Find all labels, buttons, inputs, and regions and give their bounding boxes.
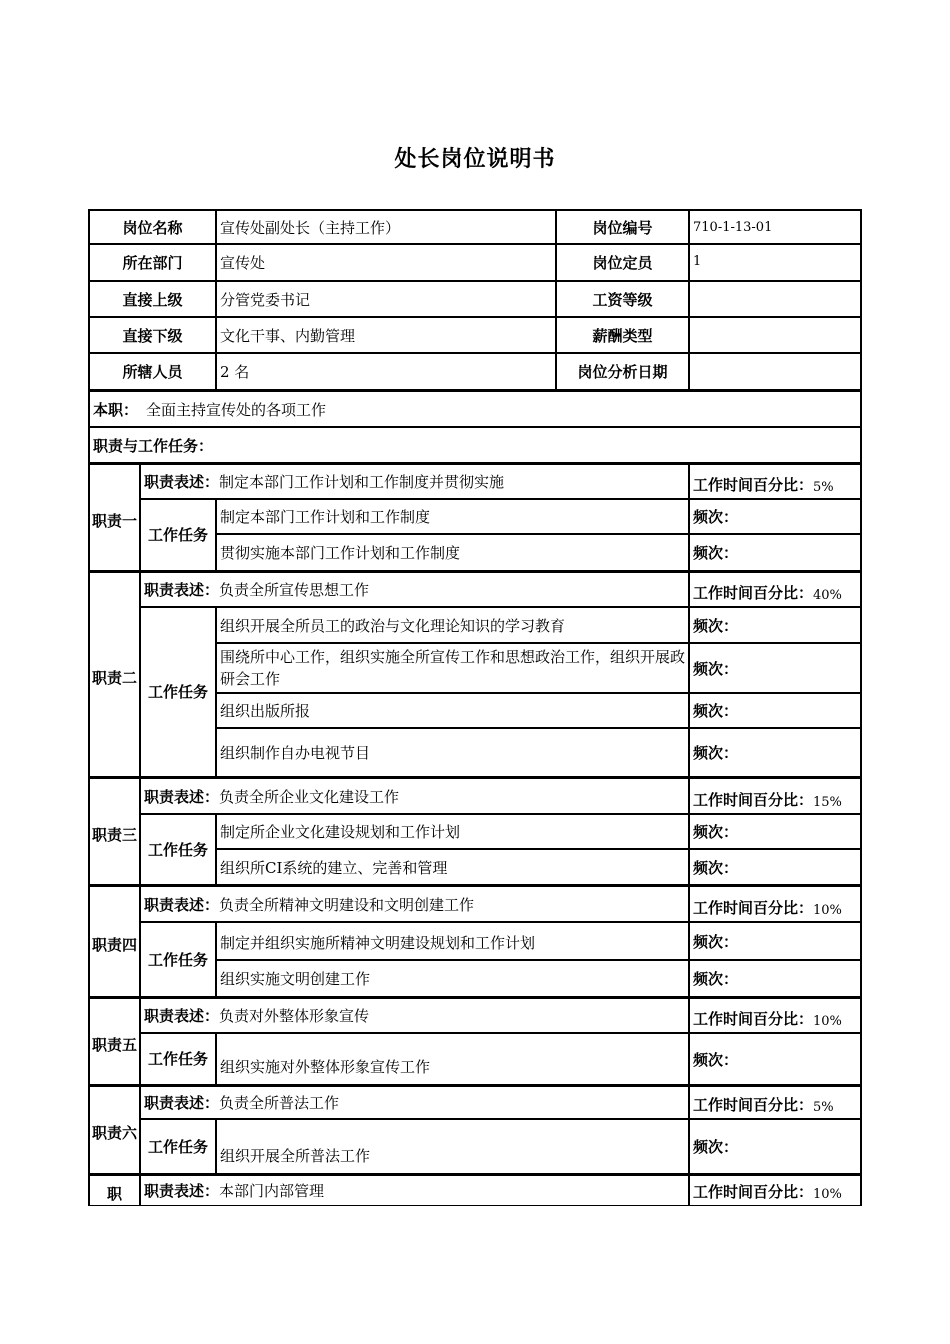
responsibility-char: 职: [106, 1184, 122, 1203]
field-label: 岗位名称: [88, 209, 216, 244]
responsibility-desc: [140, 885, 689, 922]
responsibility-label: [88, 571, 140, 777]
field-label: 岗位定员: [556, 244, 689, 281]
task-item: 组织实施文明创建工作: [216, 960, 689, 997]
frequency-cell: [689, 814, 862, 849]
section-title: [88, 427, 862, 463]
task-label-line: 任务: [178, 526, 209, 544]
duty-value: 全面主持宣传处的各项工作: [146, 400, 327, 419]
task-item: 组织出版所报: [216, 693, 689, 728]
task-label-line: 工作: [147, 950, 178, 969]
frequency-label: 频次：: [693, 1050, 739, 1069]
frequency-cell: [689, 1119, 862, 1174]
field-label: 工资等级: [556, 281, 689, 317]
time-label: 工作时间百分比：: [693, 1096, 814, 1114]
responsibility-char: 职: [91, 935, 107, 954]
responsibility-char: 责: [106, 668, 122, 687]
field-value: [689, 353, 862, 390]
task-item: 制定本部门工作计划和工作制度: [216, 499, 689, 534]
frequency-cell: [689, 607, 862, 643]
field-value: 1: [689, 244, 862, 281]
responsibility-char: 一: [122, 511, 138, 530]
frequency-label: 频次：: [693, 702, 739, 720]
desc-label: 职责表述：: [144, 473, 220, 491]
field-label: 所辖人员: [88, 353, 216, 390]
desc-text: 制定本部门工作计划和工作制度并贯彻实施: [219, 473, 505, 491]
time-value: 10%: [813, 903, 842, 918]
field-value: [689, 281, 862, 317]
frequency-label: 频次：: [693, 1138, 739, 1156]
field-value: 710-1-13-01: [689, 209, 862, 244]
responsibility-label: [88, 1174, 140, 1206]
field-label: 直接下级: [88, 317, 216, 353]
responsibility-char: 责: [106, 825, 122, 844]
responsibility-char: 职: [91, 1035, 107, 1054]
frequency-cell: [689, 922, 862, 960]
task-label-line: 任务: [178, 1137, 209, 1156]
frequency-cell: [689, 693, 862, 728]
field-label: 直接上级: [88, 281, 216, 317]
responsibility-char: 五: [122, 1035, 138, 1054]
responsibility-desc: [140, 1085, 689, 1119]
frequency-label: 频次：: [693, 508, 739, 526]
desc-text: 负责全所精神文明建设和文明创建工作: [219, 895, 475, 914]
responsibility-char: 责: [106, 1124, 122, 1142]
task-label: [140, 499, 216, 571]
frequency-label: 频次：: [693, 932, 739, 951]
desc-text: 负责对外整体形象宣传: [219, 1007, 370, 1025]
responsibility-char: 责: [106, 935, 122, 954]
time-label: 工作时间百分比：: [693, 899, 814, 917]
responsibility-char: 职: [91, 511, 107, 530]
frequency-cell: [689, 643, 862, 693]
task-label-line: 工作: [147, 683, 178, 701]
responsibility-char: 责: [106, 1035, 122, 1054]
task-item: 组织开展全所普法工作: [216, 1119, 689, 1174]
duty-row: [88, 390, 862, 427]
task-label-line: 任务: [178, 1050, 209, 1068]
responsibility-label: [88, 997, 140, 1085]
responsibility-desc: [140, 997, 689, 1033]
time-percentage: [689, 571, 862, 607]
responsibility-label: [88, 463, 140, 571]
time-percentage: [689, 463, 862, 499]
task-label-line: 工作: [147, 1050, 178, 1068]
time-percentage: [689, 1085, 862, 1119]
responsibility-char: 责: [106, 511, 122, 530]
field-value: 宣传处: [216, 244, 556, 281]
time-percentage: [689, 997, 862, 1033]
desc-text: 负责全所宣传思想工作: [219, 581, 370, 599]
time-percentage: [689, 1174, 862, 1206]
frequency-label: 频次：: [693, 858, 739, 877]
desc-label: 职责表述：: [144, 895, 220, 914]
frequency-cell: [689, 728, 862, 777]
task-label-line: 任务: [178, 683, 209, 701]
frequency-label: 频次：: [693, 744, 739, 762]
responsibility-desc: [140, 777, 689, 814]
responsibility-desc: [140, 571, 689, 607]
time-value: 5%: [813, 1100, 834, 1115]
responsibility-char: 六: [122, 1124, 138, 1142]
responsibility-desc: [140, 463, 689, 499]
responsibility-desc: [140, 1174, 689, 1206]
frequency-cell: [689, 960, 862, 997]
task-item: 制定所企业文化建设规划和工作计划: [216, 814, 689, 849]
responsibility-char: 三: [122, 825, 138, 844]
task-label: [140, 1119, 216, 1174]
time-label: 工作时间百分比：: [693, 791, 814, 809]
task-label-line: 工作: [147, 526, 178, 544]
field-label: 薪酬类型: [556, 317, 689, 353]
responsibility-char: 职: [91, 668, 107, 687]
desc-text: 负责全所企业文化建设工作: [219, 787, 400, 806]
desc-text: 负责全所普法工作: [219, 1094, 340, 1112]
task-item: 贯彻实施本部门工作计划和工作制度: [216, 534, 689, 571]
responsibility-char: 二: [122, 668, 138, 687]
responsibility-char: 职: [91, 825, 107, 844]
task-item: 组织开展全所员工的政治与文化理论知识的学习教育: [216, 607, 689, 643]
task-label-line: 工作: [147, 840, 178, 859]
section-label: 职责与工作任务：: [93, 436, 214, 455]
frequency-cell: [689, 1033, 862, 1085]
field-value: 2 名: [216, 353, 556, 390]
task-item: 组织所CI系统的建立、完善和管理: [216, 849, 689, 885]
time-percentage: [689, 777, 862, 814]
field-value: 分管党委书记: [216, 281, 556, 317]
responsibility-label: [88, 777, 140, 885]
task-label-line: 任务: [178, 840, 209, 859]
time-value: 10%: [813, 1187, 842, 1202]
frequency-label: 频次：: [693, 970, 739, 988]
task-label-line: 任务: [178, 950, 209, 969]
task-label: [140, 1033, 216, 1085]
time-value: 15%: [813, 795, 842, 810]
field-value: 宣传处副处长（主持工作）: [216, 209, 556, 244]
desc-label: 职责表述：: [144, 1007, 220, 1025]
frequency-cell: [689, 849, 862, 885]
desc-label: 职责表述：: [144, 787, 220, 806]
task-label: [140, 607, 216, 777]
responsibility-label: [88, 885, 140, 997]
frequency-cell: [689, 499, 862, 534]
time-value: 10%: [813, 1014, 842, 1029]
frequency-cell: [689, 534, 862, 571]
frequency-label: 频次：: [693, 616, 739, 635]
task-item: 制定并组织实施所精神文明建设规划和工作计划: [216, 922, 689, 960]
field-value: [689, 317, 862, 353]
field-label: 岗位编号: [556, 209, 689, 244]
frequency-label: 频次：: [693, 659, 739, 678]
task-label: [140, 814, 216, 885]
time-value: 5%: [813, 480, 834, 495]
page-title: 处长岗位说明书: [394, 147, 556, 172]
field-label: 所在部门: [88, 244, 216, 281]
frequency-label: 频次：: [693, 823, 739, 841]
task-label-line: 工作: [147, 1137, 178, 1156]
field-value: 文化干事、内勤管理: [216, 317, 556, 353]
time-label: 工作时间百分比：: [693, 1183, 814, 1201]
frequency-label: 频次：: [693, 544, 739, 562]
desc-label: 职责表述：: [144, 1182, 220, 1200]
task-label: [140, 922, 216, 997]
task-item: 围绕所中心工作，组织实施全所宣传工作和思想政治工作，组织开展政研会工作: [216, 643, 689, 693]
time-label: 工作时间百分比：: [693, 476, 814, 494]
time-value: 40%: [813, 588, 842, 603]
responsibility-char: 职: [91, 1124, 107, 1142]
time-label: 工作时间百分比：: [693, 584, 814, 602]
duty-label: 本职：: [93, 400, 139, 419]
responsibility-label: [88, 1085, 140, 1174]
time-percentage: [689, 885, 862, 922]
task-item: 组织制作自办电视节目: [216, 728, 689, 777]
desc-label: 职责表述：: [144, 1094, 220, 1112]
responsibility-char: 四: [122, 935, 138, 954]
field-label: 岗位分析日期: [556, 353, 689, 390]
task-item: 组织实施对外整体形象宣传工作: [216, 1033, 689, 1085]
time-label: 工作时间百分比：: [693, 1010, 814, 1028]
desc-text: 本部门内部管理: [219, 1182, 325, 1200]
desc-label: 职责表述：: [144, 581, 220, 599]
